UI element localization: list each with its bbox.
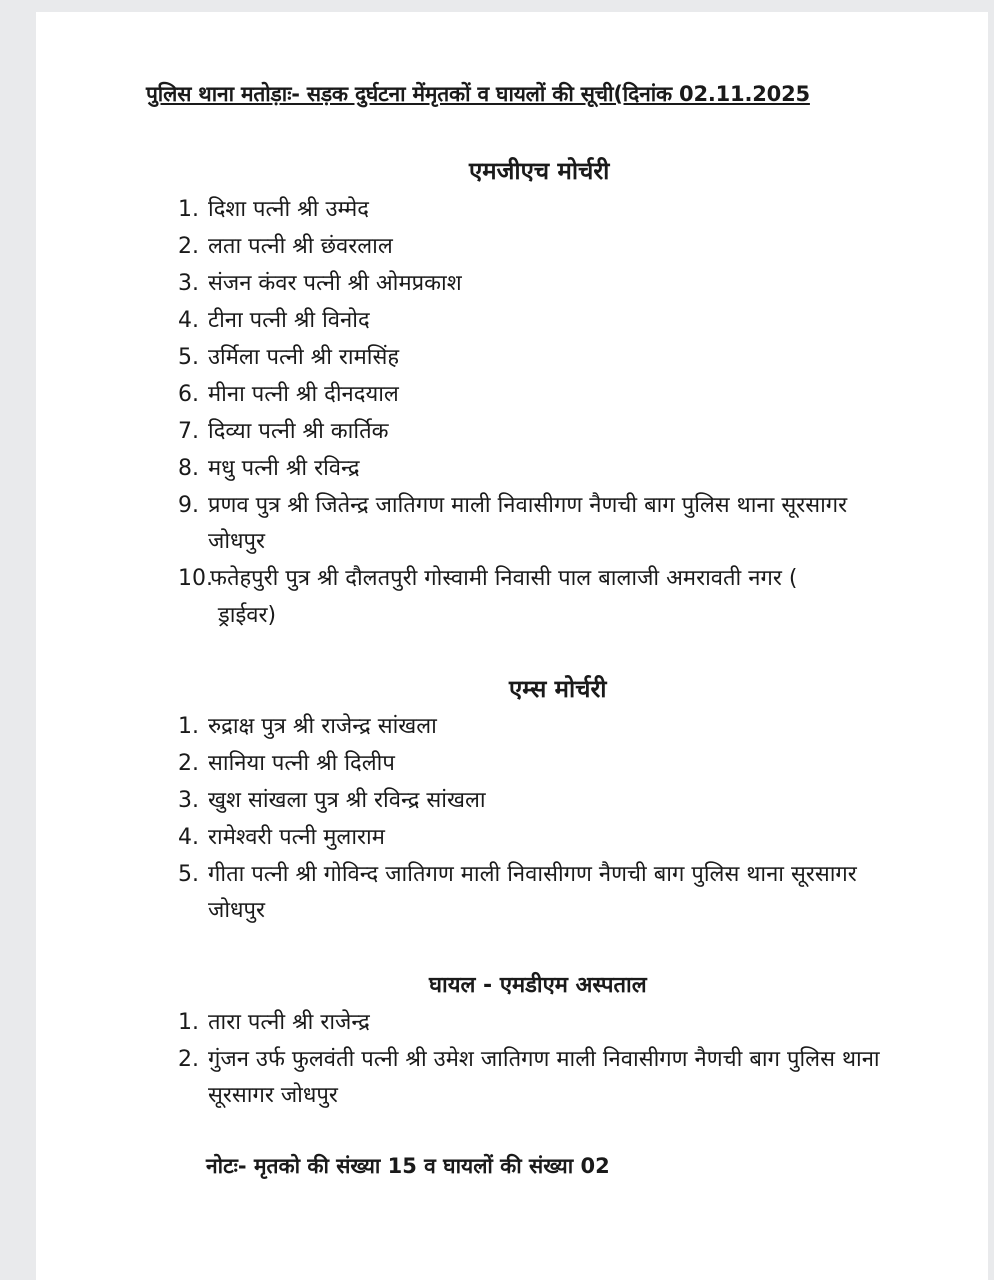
item-continuation: जोधपुर — [208, 529, 266, 554]
list-item — [178, 303, 978, 339]
item-text: टीना पत्नी श्री विनोद — [208, 308, 370, 333]
item-text: रामेश्वरी पत्नी मुलाराम — [208, 825, 385, 850]
list-item — [178, 1005, 978, 1041]
section-heading-injured-mdm: घायल - एमडीएम अस्पताल — [429, 973, 647, 998]
document-page — [36, 12, 988, 1280]
item-text: मीना पत्नी श्री दीनदयाल — [208, 382, 399, 407]
item-text: गुंजन उर्फ फुलवंती पत्नी श्री उमेश जातिगण माली निवासीगण नैणची बाग पुलिस थाना — [208, 1047, 880, 1072]
item-continuation: जोधपुर — [208, 898, 266, 923]
list-item — [178, 820, 978, 856]
item-number: 4. — [178, 308, 199, 333]
item-text: दिशा पत्नी श्री उम्मेद — [208, 197, 369, 222]
item-number: 1. — [178, 714, 199, 739]
item-text: खुश सांखला पुत्र श्री रविन्द्र सांखला — [208, 788, 486, 813]
item-text: लता पत्नी श्री छंवरलाल — [208, 234, 393, 259]
item-text: प्रणव पुत्र श्री जितेन्द्र जातिगण माली निवासीगण नैणची बाग पुलिस थाना सूरसागर — [208, 493, 848, 518]
item-text: रुद्राक्ष पुत्र श्री राजेन्द्र सांखला — [208, 714, 437, 739]
item-number: 1. — [178, 197, 199, 222]
item-number: 2. — [178, 234, 199, 259]
list-item — [178, 488, 978, 524]
section-heading-aiims-mortuary: एम्स मोर्चरी — [509, 675, 607, 703]
list-item — [178, 451, 978, 487]
item-text: फतेहपुरी पुत्र श्री दौलतपुरी गोस्वामी निवासी पाल बालाजी अमरावती नगर ( — [210, 566, 798, 591]
list-item — [178, 340, 978, 376]
item-number: 10. — [178, 566, 213, 591]
list-item — [178, 709, 978, 745]
list-item — [178, 192, 978, 228]
item-text: गीता पत्नी श्री गोविन्द जातिगण माली निवासीगण नैणची बाग पुलिस थाना सूरसागर — [208, 862, 857, 887]
item-number: 3. — [178, 788, 199, 813]
document-title: पुलिस थाना मतोड़ाः- सड़क दुर्घटना मेंमृतकों व घायलों की सूची(दिनांक 02.11.2025 — [146, 82, 810, 106]
list-item — [178, 783, 978, 819]
list-item — [178, 266, 978, 302]
item-text: सानिया पत्नी श्री दिलीप — [208, 751, 395, 776]
item-number: 4. — [178, 825, 199, 850]
item-text: दिव्या पत्नी श्री कार्तिक — [208, 419, 389, 444]
list-item — [178, 377, 978, 413]
item-number: 7. — [178, 419, 199, 444]
summary-note: नोटः- मृतको की संख्या 15 व घायलों की संख्या 02 — [206, 1154, 610, 1178]
item-number: 5. — [178, 862, 199, 887]
list-item — [178, 561, 978, 597]
list-item — [178, 857, 978, 893]
list-item — [178, 1042, 978, 1078]
item-number: 5. — [178, 345, 199, 370]
item-continuation: सूरसागर जोधपुर — [208, 1083, 338, 1108]
item-text: संजन कंवर पत्नी श्री ओमप्रकाश — [208, 271, 462, 296]
item-number: 9. — [178, 493, 199, 518]
item-number: 2. — [178, 751, 199, 776]
item-number: 2. — [178, 1047, 199, 1072]
item-continuation: ड्राईवर) — [218, 603, 277, 628]
section-heading-mgh-mortuary: एमजीएच मोर्चरी — [469, 157, 610, 185]
item-number: 3. — [178, 271, 199, 296]
item-number: 6. — [178, 382, 199, 407]
item-number: 8. — [178, 456, 199, 481]
item-number: 1. — [178, 1010, 199, 1035]
item-text: मधु पत्नी श्री रविन्द्र — [208, 456, 360, 481]
list-item — [178, 229, 978, 265]
list-item — [178, 746, 978, 782]
item-text: तारा पत्नी श्री राजेन्द्र — [208, 1010, 370, 1035]
list-item — [178, 414, 978, 450]
item-text: उर्मिला पत्नी श्री रामसिंह — [208, 345, 400, 370]
